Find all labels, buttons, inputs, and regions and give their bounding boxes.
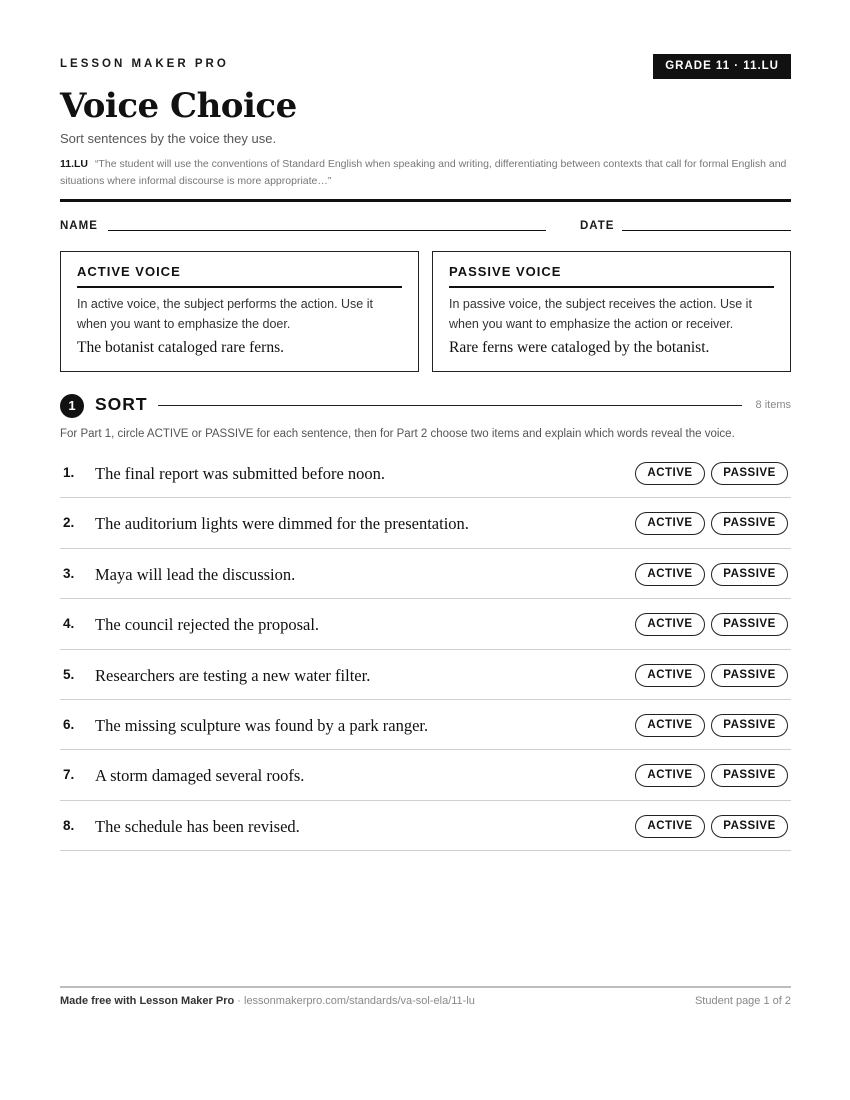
passive-choice-button[interactable]: PASSIVE [711,512,788,535]
item-count: 8 items [755,399,791,411]
header-divider [60,199,791,202]
name-label: NAME [60,220,98,232]
active-choice-button[interactable]: ACTIVE [635,664,705,687]
footer-credit [60,995,475,1007]
date-label: DATE [580,220,615,232]
item-number: 6. [63,716,75,732]
item-sentence: The council rejected the proposal. [95,615,320,635]
list-item [60,650,791,700]
section-number-badge: 1 [60,394,84,418]
list-item [60,549,791,599]
list-item [60,599,791,649]
item-number: 4. [63,616,75,632]
item-sentence: The auditorium lights were dimmed for the presentation. [95,514,469,534]
sort-section-header [60,393,791,417]
passive-choice-button[interactable]: PASSIVE [711,613,788,636]
sort-items-list [60,448,791,851]
active-choice-button[interactable]: ACTIVE [635,462,705,485]
page-title: Voice Choice [60,86,297,126]
item-sentence: Researchers are testing a new water filter. [95,665,371,685]
active-voice-heading: ACTIVE VOICE [77,264,402,288]
passive-choice-button[interactable]: PASSIVE [711,563,788,586]
name-date-row [60,220,791,234]
item-sentence: The schedule has been revised. [95,816,300,836]
standard-statement [60,156,791,190]
item-number: 1. [63,465,75,480]
standard-text: “The student will use the conventions of Standard English when speaking and writing, differentiating between contexts that call for formal English and situations where informal discourse is more appropriate…” [60,158,787,187]
list-item [60,448,791,498]
footer-url[interactable]: · lessonmakerpro.com/standards/va-sol-ela/11-lu [234,995,475,1007]
passive-voice-example: Rare ferns were cataloged by the botanist. [449,339,710,356]
active-choice-button[interactable]: ACTIVE [635,563,705,586]
grade-badge: GRADE 11 · 11.LU [653,54,791,79]
item-number: 5. [63,666,75,682]
active-choice-button[interactable]: ACTIVE [635,613,705,636]
list-item [60,700,791,750]
item-number: 8. [63,817,75,833]
passive-choice-button[interactable]: PASSIVE [711,815,788,838]
passive-voice-description: In passive voice, the subject receives the action. Use it when you want to emphasize the action or receiver. [449,297,752,331]
list-item [60,750,791,800]
list-item [60,498,791,548]
item-sentence: Maya will lead the discussion. [95,564,296,584]
standard-code: 11.LU [60,158,89,170]
passive-choice-button[interactable]: PASSIVE [711,664,788,687]
section-title: SORT [95,394,148,414]
active-choice-button[interactable]: ACTIVE [635,764,705,787]
active-choice-button[interactable]: ACTIVE [635,815,705,838]
page-subtitle: Sort sentences by the voice they use. [60,131,277,146]
section-divider [158,405,742,406]
item-number: 3. [63,565,75,581]
section-instructions: For Part 1, circle ACTIVE or PASSIVE for each sentence, then for Part 2 choose two items and explain which words reveal the voice. [60,428,735,440]
date-field[interactable] [622,230,791,231]
active-voice-box [60,251,419,372]
footer-divider [60,986,791,988]
item-number: 2. [63,515,75,531]
item-sentence: A storm damaged several roofs. [95,766,305,786]
item-number: 7. [63,767,75,783]
active-voice-example: The botanist cataloged rare ferns. [77,339,285,356]
name-field[interactable] [108,230,546,231]
brand-name: LESSON MAKER PRO [60,58,229,70]
item-sentence: The missing sculpture was found by a park ranger. [95,715,429,735]
active-choice-button[interactable]: ACTIVE [635,714,705,737]
passive-voice-box [432,251,791,372]
active-voice-description: In active voice, the subject performs the action. Use it when you want to emphasize the doer. [77,297,373,331]
passive-choice-button[interactable]: PASSIVE [711,714,788,737]
passive-voice-heading: PASSIVE VOICE [449,264,774,288]
active-choice-button[interactable]: ACTIVE [635,512,705,535]
passive-choice-button[interactable]: PASSIVE [711,764,788,787]
list-item [60,801,791,851]
passive-choice-button[interactable]: PASSIVE [711,462,788,485]
item-sentence: The final report was submitted before noon. [95,464,386,483]
footer-page-label: Student page 1 of 2 [694,995,791,1007]
footer-made-with: Made free with Lesson Maker Pro [60,995,235,1007]
